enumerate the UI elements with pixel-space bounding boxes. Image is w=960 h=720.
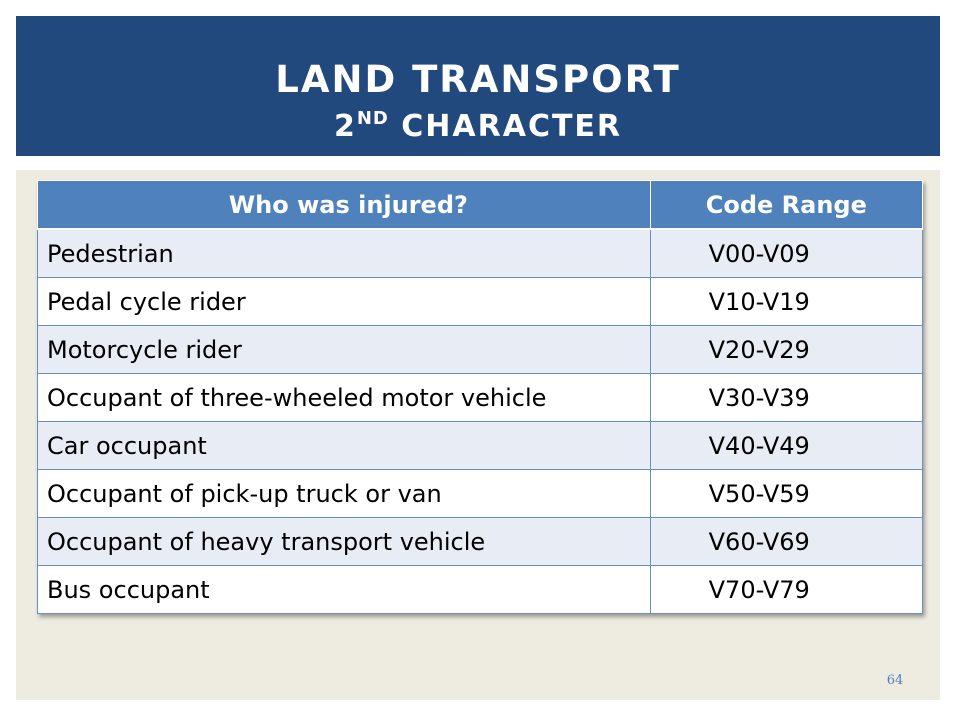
title-band [16, 16, 940, 156]
slide-subtitle [16, 109, 940, 145]
code-range-table [37, 180, 923, 614]
table-row [38, 566, 923, 614]
subtitle-superscript: ND [356, 108, 389, 129]
table-row [38, 470, 923, 518]
code-cell: V70-V79 [650, 566, 922, 614]
table-row [38, 326, 923, 374]
table-row [38, 422, 923, 470]
code-cell: V30-V39 [650, 374, 922, 422]
table-row [38, 518, 923, 566]
table-row [38, 229, 923, 278]
code-cell: V00-V09 [650, 229, 922, 278]
who-cell: Car occupant [38, 422, 651, 470]
who-cell: Pedal cycle rider [38, 278, 651, 326]
who-cell: Pedestrian [38, 229, 651, 278]
who-cell: Motorcycle rider [38, 326, 651, 374]
code-cell: V60-V69 [650, 518, 922, 566]
who-cell: Occupant of pick-up truck or van [38, 470, 651, 518]
who-cell: Occupant of three-wheeled motor vehicle [38, 374, 651, 422]
code-cell: V10-V19 [650, 278, 922, 326]
header-code-range: Code Range [650, 181, 922, 230]
subtitle-number: 2 [333, 109, 357, 144]
code-cell: V40-V49 [650, 422, 922, 470]
slide-title: LAND TRANSPORT [275, 58, 681, 101]
table-row [38, 278, 923, 326]
subtitle-text: CHARACTER [388, 109, 623, 144]
code-cell: V50-V59 [650, 470, 922, 518]
page-number: 64 [886, 673, 904, 688]
header-who-was-injured: Who was injured? [38, 181, 651, 230]
who-cell: Bus occupant [38, 566, 651, 614]
code-cell: V20-V29 [650, 326, 922, 374]
table-header-row [38, 181, 923, 230]
table-row [38, 374, 923, 422]
who-cell: Occupant of heavy transport vehicle [38, 518, 651, 566]
